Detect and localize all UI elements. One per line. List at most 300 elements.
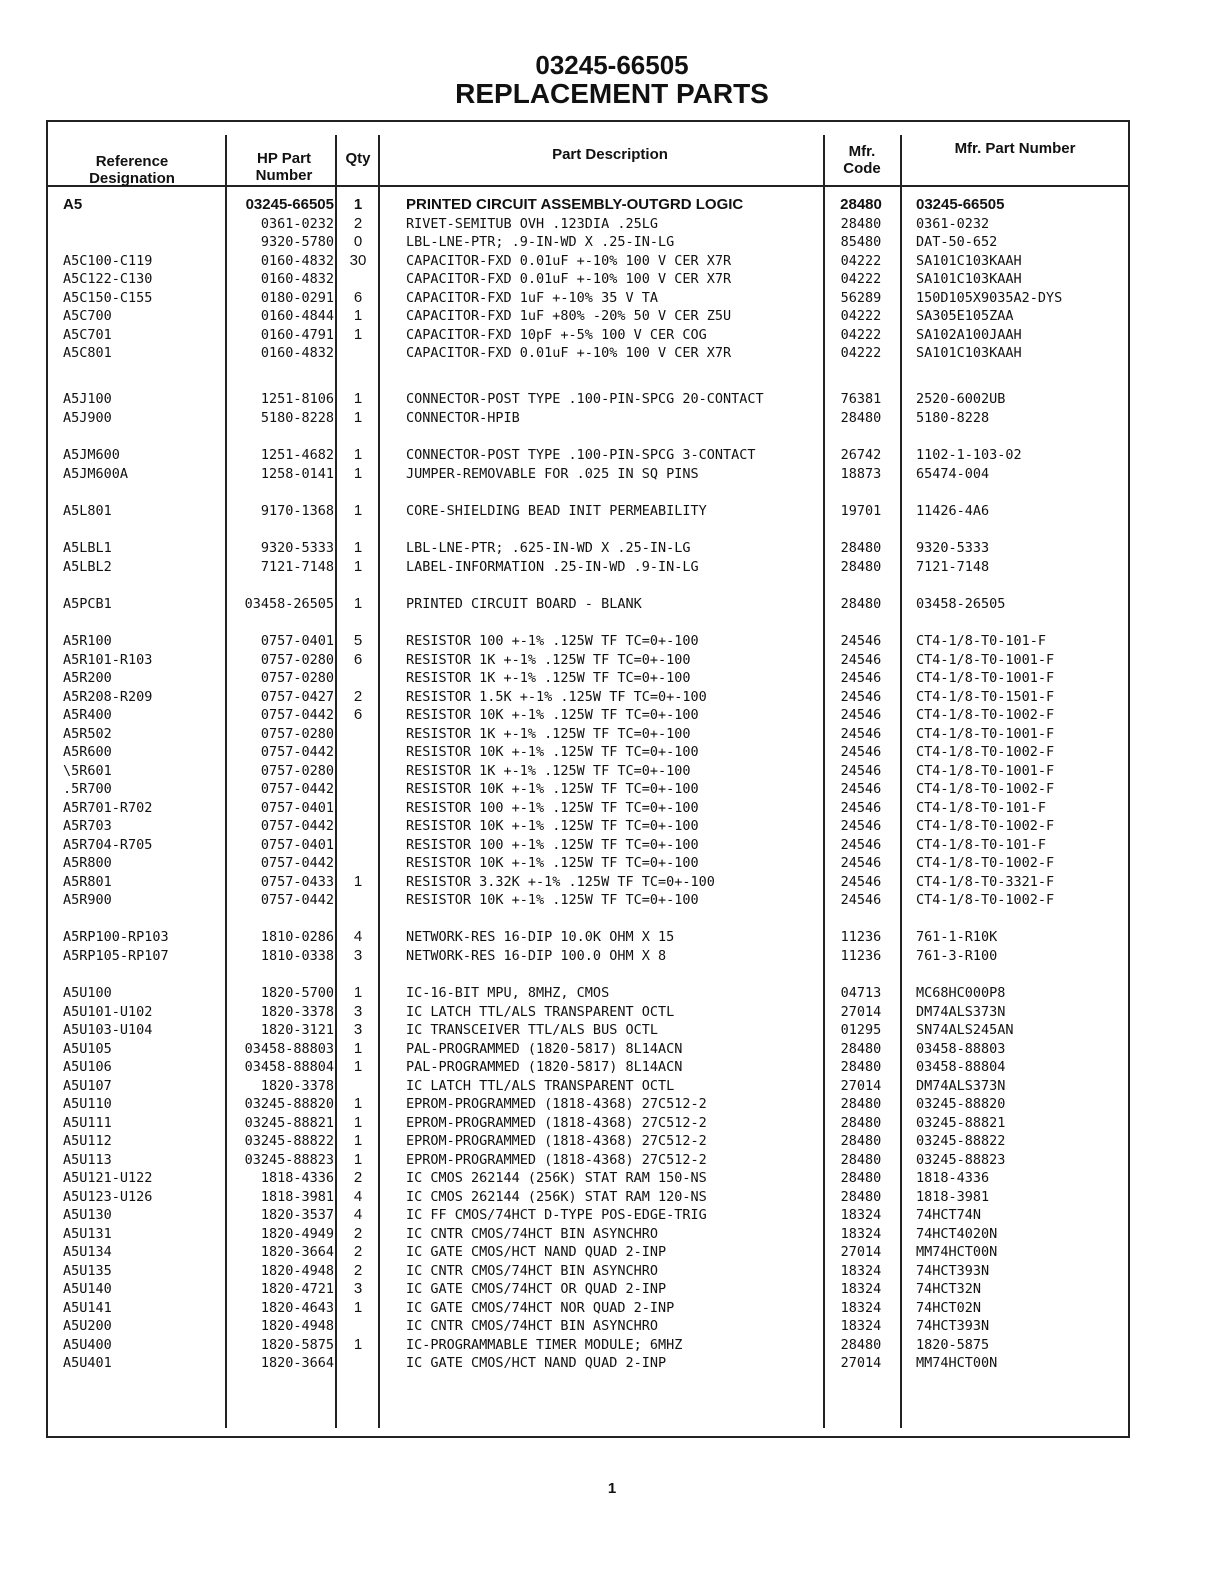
quantity: 1: [353, 1298, 363, 1316]
quantity: 30: [349, 251, 367, 269]
part-description: JUMPER-REMOVABLE FOR .025 IN SQ PINS: [406, 465, 699, 482]
table-row: [0, 928, 1224, 946]
reference-designation: A5U103-U104: [63, 1022, 153, 1038]
mfr-code: 24546: [840, 781, 882, 797]
mfr-part-number: 11426-4A6: [916, 503, 990, 519]
reference-designation: A5U200: [63, 1318, 112, 1334]
mfr-part-number: SA101C103KAAH: [916, 345, 1022, 361]
hp-part-number: 9320-5333: [260, 540, 334, 556]
hp-part-number: 0757-0427: [260, 688, 334, 705]
mfr-code: 28480: [840, 558, 882, 575]
hp-part-number: 9170-1368: [260, 503, 334, 519]
hp-part-number: 0757-0401: [260, 799, 334, 816]
quantity: 1: [353, 464, 363, 482]
mfr-code: 18873: [840, 465, 882, 482]
mfr-part-number: CT4-1/8-T0-1001-F: [916, 670, 1055, 686]
quantity: 3: [353, 1002, 363, 1020]
reference-designation: A5U111: [63, 1114, 112, 1131]
part-description: IC CMOS 262144 (256K) STAT RAM 120-NS: [406, 1188, 707, 1205]
mfr-code: 28480: [840, 1151, 882, 1168]
reference-designation: A5U105: [63, 1040, 112, 1057]
mfr-part-number: 2520-6002UB: [916, 391, 1006, 407]
quantity: 1: [353, 390, 363, 407]
mfr-part-number: SA101C103KAAH: [916, 271, 1022, 287]
reference-designation: A5C801: [63, 345, 112, 361]
part-description: EPROM-PROGRAMMED (1818-4368) 27C512-2: [406, 1133, 707, 1149]
part-description: IC CNTR CMOS/74HCT BIN ASYNCHRO: [406, 1225, 658, 1242]
mfr-part-number: 74HCT74N: [916, 1207, 982, 1223]
table-row: [0, 836, 1224, 854]
part-description: PAL-PROGRAMMED (1820-5817) 8L14ACN: [406, 1059, 683, 1075]
table-row: [0, 1336, 1224, 1354]
mfr-code: 28480: [840, 1059, 882, 1075]
mfr-code: 76381: [840, 391, 882, 407]
quantity: 1: [353, 1095, 363, 1112]
mfr-part-number: 1818-4336: [916, 1170, 990, 1186]
reference-designation: A5R600: [63, 744, 112, 760]
mfr-part-number: CT4-1/8-T0-1002-F: [916, 855, 1055, 871]
hp-part-number: 0757-0442: [260, 707, 334, 723]
mfr-part-number: 74HCT02N: [916, 1299, 982, 1316]
reference-designation: A5R101-R103: [63, 651, 153, 668]
header-divider: [46, 185, 1130, 187]
reference-designation: A5U400: [63, 1336, 112, 1353]
mfr-part-number: 03245-88820: [916, 1096, 1006, 1112]
mfr-part-number: 1820-5875: [916, 1336, 990, 1353]
reference-designation: A5R704-R705: [63, 836, 153, 853]
reference-designation: A5U135: [63, 1262, 112, 1279]
table-row: [0, 688, 1224, 706]
mfr-code: 18324: [840, 1281, 882, 1297]
reference-designation: A5R100: [63, 633, 112, 649]
part-description: PRINTED CIRCUIT ASSEMBLY-OUTGRD LOGIC: [406, 196, 744, 213]
hp-part-number: 1251-4682: [260, 447, 334, 463]
part-description: EPROM-PROGRAMMED (1818-4368) 27C512-2: [406, 1096, 707, 1112]
quantity: 2: [353, 214, 363, 232]
table-row: [0, 854, 1224, 872]
part-description: CORE-SHIELDING BEAD INIT PERMEABILITY: [406, 503, 707, 519]
part-description: LABEL-INFORMATION .25-IN-WD .9-IN-LG: [406, 558, 699, 575]
mfr-code: 24546: [840, 725, 882, 742]
quantity: 2: [353, 1261, 363, 1279]
quantity: 1: [353, 1132, 363, 1149]
reference-designation: A5U101-U102: [63, 1003, 153, 1020]
mfr-part-number: CT4-1/8-T0-1002-F: [916, 707, 1055, 723]
part-description: IC-16-BIT MPU, 8MHZ, CMOS: [406, 985, 610, 1001]
reference-designation: A5R701-R702: [63, 799, 153, 816]
mfr-part-number: 761-3-R100: [916, 947, 998, 964]
hp-part-number: 0160-4832: [260, 252, 334, 269]
hp-part-number: 03458-26505: [244, 596, 334, 612]
mfr-part-number: 74HCT4020N: [916, 1225, 998, 1242]
header-qty: Qty: [345, 150, 371, 167]
mfr-code: 04222: [840, 308, 882, 324]
reference-designation: A5R800: [63, 855, 112, 871]
header-hp-part-number: HP Part Number: [255, 150, 313, 184]
mfr-code: 24546: [840, 670, 882, 686]
reference-designation: A5U134: [63, 1244, 112, 1260]
mfr-code: 27014: [840, 1003, 882, 1020]
quantity: 3: [353, 1021, 363, 1038]
part-description: RESISTOR 10K +-1% .125W TF TC=0+-100: [406, 892, 699, 908]
reference-designation: A5C100-C119: [63, 252, 153, 269]
table-row: [0, 1058, 1224, 1076]
part-description: RESISTOR 1K +-1% .125W TF TC=0+-100: [406, 762, 691, 779]
mfr-part-number: DM74ALS373N: [916, 1077, 1006, 1094]
hp-part-number: 03245-66505: [245, 196, 334, 213]
mfr-code: 85480: [840, 234, 882, 250]
hp-part-number: 0180-0291: [260, 289, 334, 306]
mfr-part-number: DAT-50-652: [916, 234, 998, 250]
mfr-part-number: CT4-1/8-T0-1001-F: [916, 651, 1055, 668]
hp-part-number: 1818-3981: [260, 1188, 334, 1205]
mfr-part-number: CT4-1/8-T0-101-F: [916, 799, 1047, 816]
mfr-code: 26742: [840, 447, 882, 463]
hp-part-number: 0160-4832: [260, 271, 334, 287]
reference-designation: A5U100: [63, 985, 112, 1001]
part-description: IC CNTR CMOS/74HCT BIN ASYNCHRO: [406, 1262, 658, 1279]
reference-designation: A5RP105-RP107: [63, 947, 169, 964]
hp-part-number: 1820-5875: [260, 1336, 334, 1353]
header-mfr-code: Mfr. Code: [843, 143, 881, 177]
table-row: [0, 632, 1224, 650]
mfr-part-number: 150D105X9035A2-DYS: [916, 289, 1063, 306]
reference-designation: A5U401: [63, 1355, 112, 1371]
table-row: [0, 196, 1224, 214]
table-row: [0, 780, 1224, 798]
mfr-code: 18324: [840, 1299, 882, 1316]
part-description: IC GATE CMOS/74HCT NOR QUAD 2-INP: [406, 1299, 675, 1316]
hp-part-number: 0757-0280: [260, 651, 334, 668]
quantity: 1: [353, 872, 363, 890]
hp-part-number: 1820-4721: [260, 1281, 334, 1297]
part-description: IC TRANSCEIVER TTL/ALS BUS OCTL: [406, 1022, 658, 1038]
mfr-part-number: SA102A100JAAH: [916, 326, 1022, 343]
header-mfr-part-number: Mfr. Part Number: [954, 140, 1076, 157]
table-row: [0, 1262, 1224, 1280]
table-row: [0, 1317, 1224, 1335]
mfr-code: 04222: [840, 252, 882, 269]
part-description: RESISTOR 1K +-1% .125W TF TC=0+-100: [406, 670, 691, 686]
hp-part-number: 1820-3664: [260, 1355, 334, 1371]
table-row: [0, 651, 1224, 669]
table-row: [0, 725, 1224, 743]
part-description: CONNECTOR-POST TYPE .100-PIN-SPCG 20-CONTACT: [406, 391, 764, 407]
mfr-part-number: CT4-1/8-T0-3321-F: [916, 873, 1055, 890]
hp-part-number: 1818-4336: [260, 1170, 334, 1186]
quantity: 1: [353, 446, 363, 463]
reference-designation: A5J900: [63, 409, 112, 426]
table-row: [0, 307, 1224, 325]
quantity: 1: [353, 1113, 363, 1131]
table-row: [0, 344, 1224, 362]
reference-designation: A5U121-U122: [63, 1170, 153, 1186]
mfr-part-number: 03245-66505: [916, 196, 1005, 213]
reference-designation: A5U113: [63, 1151, 112, 1168]
table-row: [0, 390, 1224, 408]
mfr-code: 28480: [840, 540, 882, 556]
table-row: [0, 1188, 1224, 1206]
mfr-part-number: MM74HCT00N: [916, 1244, 998, 1260]
mfr-code: 27014: [840, 1244, 882, 1260]
part-description: RESISTOR 100 +-1% .125W TF TC=0+-100: [406, 836, 699, 853]
hp-part-number: 5180-8228: [260, 409, 334, 426]
hp-part-number: 0757-0401: [260, 633, 334, 649]
mfr-part-number: CT4-1/8-T0-1002-F: [916, 818, 1055, 834]
reference-designation: A5U106: [63, 1059, 112, 1075]
mfr-code: 04222: [840, 345, 882, 361]
mfr-part-number: 65474-004: [916, 465, 990, 482]
table-row: [0, 799, 1224, 817]
part-description: IC LATCH TTL/ALS TRANSPARENT OCTL: [406, 1003, 675, 1020]
quantity: 1: [353, 557, 363, 575]
quantity: 1: [353, 325, 363, 343]
mfr-part-number: CT4-1/8-T0-1501-F: [916, 688, 1055, 705]
mfr-code: 28480: [840, 1188, 882, 1205]
document-title: REPLACEMENT PARTS: [455, 78, 769, 109]
table-row: [0, 1299, 1224, 1317]
mfr-part-number: DM74ALS373N: [916, 1003, 1006, 1020]
part-description: LBL-LNE-PTR; .625-IN-WD X .25-IN-LG: [406, 540, 691, 556]
part-description: RESISTOR 100 +-1% .125W TF TC=0+-100: [406, 633, 699, 649]
table-row: [0, 595, 1224, 613]
hp-part-number: 1820-3537: [260, 1207, 334, 1223]
table-row: [0, 1077, 1224, 1095]
mfr-part-number: 74HCT393N: [916, 1318, 990, 1334]
mfr-code: 19701: [840, 503, 882, 519]
mfr-code: 24546: [840, 633, 882, 649]
reference-designation: A5JM600: [63, 447, 120, 463]
mfr-part-number: CT4-1/8-T0-1002-F: [916, 892, 1055, 908]
hp-part-number: 0757-0433: [260, 873, 334, 890]
hp-part-number: 03245-88820: [244, 1096, 334, 1112]
mfr-part-number: 74HCT393N: [916, 1262, 990, 1279]
hp-part-number: 1810-0338: [260, 947, 334, 964]
quantity: 1: [353, 408, 363, 426]
reference-designation: A5R208-R209: [63, 688, 153, 705]
table-row: [0, 233, 1224, 251]
quantity: 6: [353, 288, 363, 306]
table-row: [0, 409, 1224, 427]
mfr-code: 28480: [840, 1096, 882, 1112]
mfr-code: 18324: [840, 1262, 882, 1279]
mfr-part-number: 0361-0232: [916, 215, 990, 232]
hp-part-number: 03245-88822: [244, 1133, 334, 1149]
table-row: [0, 762, 1224, 780]
table-row: [0, 1354, 1224, 1372]
table-row: [0, 873, 1224, 891]
hp-part-number: 1810-0286: [260, 929, 334, 945]
mfr-part-number: 9320-5333: [916, 540, 990, 556]
table-row: [0, 1021, 1224, 1039]
mfr-code: 56289: [840, 289, 882, 306]
hp-part-number: 0757-0401: [260, 836, 334, 853]
reference-designation: A5C150-C155: [63, 289, 153, 306]
quantity: 1: [353, 595, 363, 612]
header-reference-designation: Reference Designation: [89, 153, 175, 187]
hp-part-number: 1820-4643: [260, 1299, 334, 1316]
table-row: [0, 1151, 1224, 1169]
mfr-code: 11236: [840, 947, 882, 964]
hp-part-number: 9320-5780: [260, 234, 334, 250]
part-description: IC CNTR CMOS/74HCT BIN ASYNCHRO: [406, 1318, 658, 1334]
hp-part-number: 0160-4832: [260, 345, 334, 361]
hp-part-number: 1820-4948: [260, 1318, 334, 1334]
reference-designation: A5LBL1: [63, 540, 112, 556]
part-description: CAPACITOR-FXD 0.01uF +-10% 100 V CER X7R: [406, 345, 732, 361]
table-row: [0, 558, 1224, 576]
part-description: RESISTOR 1.5K +-1% .125W TF TC=0+-100: [406, 688, 707, 705]
mfr-code: 24546: [840, 855, 882, 871]
table-row: [0, 1114, 1224, 1132]
page-number: 1: [607, 1480, 617, 1497]
mfr-code: 18324: [840, 1225, 882, 1242]
reference-designation: A5U110: [63, 1096, 112, 1112]
mfr-code: 27014: [840, 1355, 882, 1371]
reference-designation: A5LBL2: [63, 558, 112, 575]
hp-part-number: 1820-3378: [260, 1077, 334, 1094]
hp-part-number: 0757-0442: [260, 781, 334, 797]
mfr-part-number: 03458-26505: [916, 596, 1006, 612]
part-description: CAPACITOR-FXD 1uF +-10% 35 V TA: [406, 289, 658, 306]
mfr-code: 24546: [840, 799, 882, 816]
quantity: 1: [353, 984, 363, 1001]
table-row: [0, 1003, 1224, 1021]
hp-part-number: 1820-4949: [260, 1225, 334, 1242]
mfr-part-number: CT4-1/8-T0-1002-F: [916, 744, 1055, 760]
table-row: [0, 502, 1224, 520]
table-row: [0, 1243, 1224, 1261]
hp-part-number: 0757-0442: [260, 744, 334, 760]
part-description: IC LATCH TTL/ALS TRANSPARENT OCTL: [406, 1077, 675, 1094]
part-description: EPROM-PROGRAMMED (1818-4368) 27C512-2: [406, 1151, 707, 1168]
part-description: RESISTOR 10K +-1% .125W TF TC=0+-100: [406, 781, 699, 797]
quantity: 1: [353, 502, 363, 519]
quantity: 1: [353, 307, 363, 324]
part-description: RESISTOR 10K +-1% .125W TF TC=0+-100: [406, 818, 699, 834]
mfr-part-number: 03458-88803: [916, 1040, 1006, 1057]
mfr-part-number: CT4-1/8-T0-1001-F: [916, 725, 1055, 742]
part-description: RESISTOR 1K +-1% .125W TF TC=0+-100: [406, 651, 691, 668]
mfr-code: 24546: [840, 873, 882, 890]
quantity: 3: [353, 1280, 363, 1297]
mfr-part-number: SN74ALS245AN: [916, 1022, 1014, 1038]
part-description: IC FF CMOS/74HCT D-TYPE POS-EDGE-TRIG: [406, 1207, 707, 1223]
reference-designation: A5L801: [63, 503, 112, 519]
part-description: RESISTOR 3.32K +-1% .125W TF TC=0+-100: [406, 873, 715, 890]
hp-part-number: 03458-88803: [244, 1040, 334, 1057]
part-description: RESISTOR 100 +-1% .125W TF TC=0+-100: [406, 799, 699, 816]
table-row: [0, 947, 1224, 965]
quantity: 1: [353, 196, 363, 213]
mfr-code: 27014: [840, 1077, 882, 1094]
reference-designation: A5R502: [63, 725, 112, 742]
table-row: [0, 1206, 1224, 1224]
quantity: 1: [353, 1335, 363, 1353]
hp-part-number: 0757-0280: [260, 762, 334, 779]
reference-designation: A5J100: [63, 391, 112, 407]
hp-part-number: 0361-0232: [260, 215, 334, 232]
part-description: CAPACITOR-FXD 1uF +80% -20% 50 V CER Z5U: [406, 308, 732, 324]
quantity: 1: [353, 539, 363, 556]
hp-part-number: 0757-0442: [260, 818, 334, 834]
reference-designation: A5U112: [63, 1133, 112, 1149]
mfr-code: 24546: [840, 744, 882, 760]
reference-designation: A5U131: [63, 1225, 112, 1242]
mfr-code: 28480: [840, 1336, 882, 1353]
mfr-code: 28480: [840, 1040, 882, 1057]
hp-part-number: 1820-4948: [260, 1262, 334, 1279]
mfr-code: 04222: [840, 326, 882, 343]
part-description: EPROM-PROGRAMMED (1818-4368) 27C512-2: [406, 1114, 707, 1131]
mfr-code: 04713: [840, 985, 882, 1001]
reference-designation: A5U130: [63, 1207, 112, 1223]
mfr-code: 24546: [840, 892, 882, 908]
table-row: [0, 1040, 1224, 1058]
table-row: [0, 1280, 1224, 1298]
reference-designation: A5JM600A: [63, 465, 129, 482]
quantity: 1: [353, 1150, 363, 1168]
part-description: RESISTOR 10K +-1% .125W TF TC=0+-100: [406, 855, 699, 871]
reference-designation: A5U140: [63, 1281, 112, 1297]
table-row: [0, 326, 1224, 344]
quantity: 2: [353, 1243, 363, 1260]
mfr-part-number: SA101C103KAAH: [916, 252, 1022, 269]
document-number: 03245-66505: [535, 50, 689, 80]
reference-designation: A5R400: [63, 707, 112, 723]
part-description: IC GATE CMOS/HCT NAND QUAD 2-INP: [406, 1244, 667, 1260]
mfr-code: 28480: [840, 1114, 882, 1131]
part-description: IC CMOS 262144 (256K) STAT RAM 150-NS: [406, 1170, 707, 1186]
mfr-code: 24546: [840, 688, 882, 705]
mfr-code: 18324: [840, 1207, 882, 1223]
table-row: [0, 984, 1224, 1002]
mfr-code: 24546: [840, 707, 882, 723]
mfr-part-number: CT4-1/8-T0-1002-F: [916, 781, 1055, 797]
mfr-code: 28480: [840, 1170, 882, 1186]
table-row: [0, 1132, 1224, 1150]
hp-part-number: 1820-3378: [260, 1003, 334, 1020]
part-description: LBL-LNE-PTR; .9-IN-WD X .25-IN-LG: [406, 234, 675, 250]
part-description: PRINTED CIRCUIT BOARD - BLANK: [406, 596, 642, 612]
table-row: [0, 669, 1224, 687]
hp-part-number: 03458-88804: [244, 1059, 334, 1075]
table-row: [0, 289, 1224, 307]
part-description: CAPACITOR-FXD 10pF +-5% 100 V CER COG: [406, 326, 707, 343]
mfr-code: 28480: [840, 1133, 882, 1149]
reference-designation: .5R700: [63, 781, 112, 797]
quantity: 3: [353, 946, 363, 964]
mfr-part-number: 761-1-R10K: [916, 929, 998, 945]
part-description: RESISTOR 1K +-1% .125W TF TC=0+-100: [406, 725, 691, 742]
quantity: 6: [353, 706, 363, 723]
reference-designation: A5C701: [63, 326, 112, 343]
part-description: IC GATE CMOS/HCT NAND QUAD 2-INP: [406, 1355, 667, 1371]
quantity: 4: [353, 928, 363, 945]
mfr-part-number: 03458-88804: [916, 1059, 1006, 1075]
mfr-part-number: CT4-1/8-T0-1001-F: [916, 762, 1055, 779]
table-row: [0, 270, 1224, 288]
table-row: [0, 891, 1224, 909]
quantity: 0: [353, 233, 363, 250]
reference-designation: A5R200: [63, 670, 112, 686]
part-description: PAL-PROGRAMMED (1820-5817) 8L14ACN: [406, 1040, 683, 1057]
hp-part-number: 0160-4791: [260, 326, 334, 343]
hp-part-number: 03245-88823: [244, 1151, 334, 1168]
part-description: NETWORK-RES 16-DIP 100.0 OHM X 8: [406, 947, 667, 964]
reference-designation: A5R703: [63, 818, 112, 834]
part-description: RESISTOR 10K +-1% .125W TF TC=0+-100: [406, 744, 699, 760]
